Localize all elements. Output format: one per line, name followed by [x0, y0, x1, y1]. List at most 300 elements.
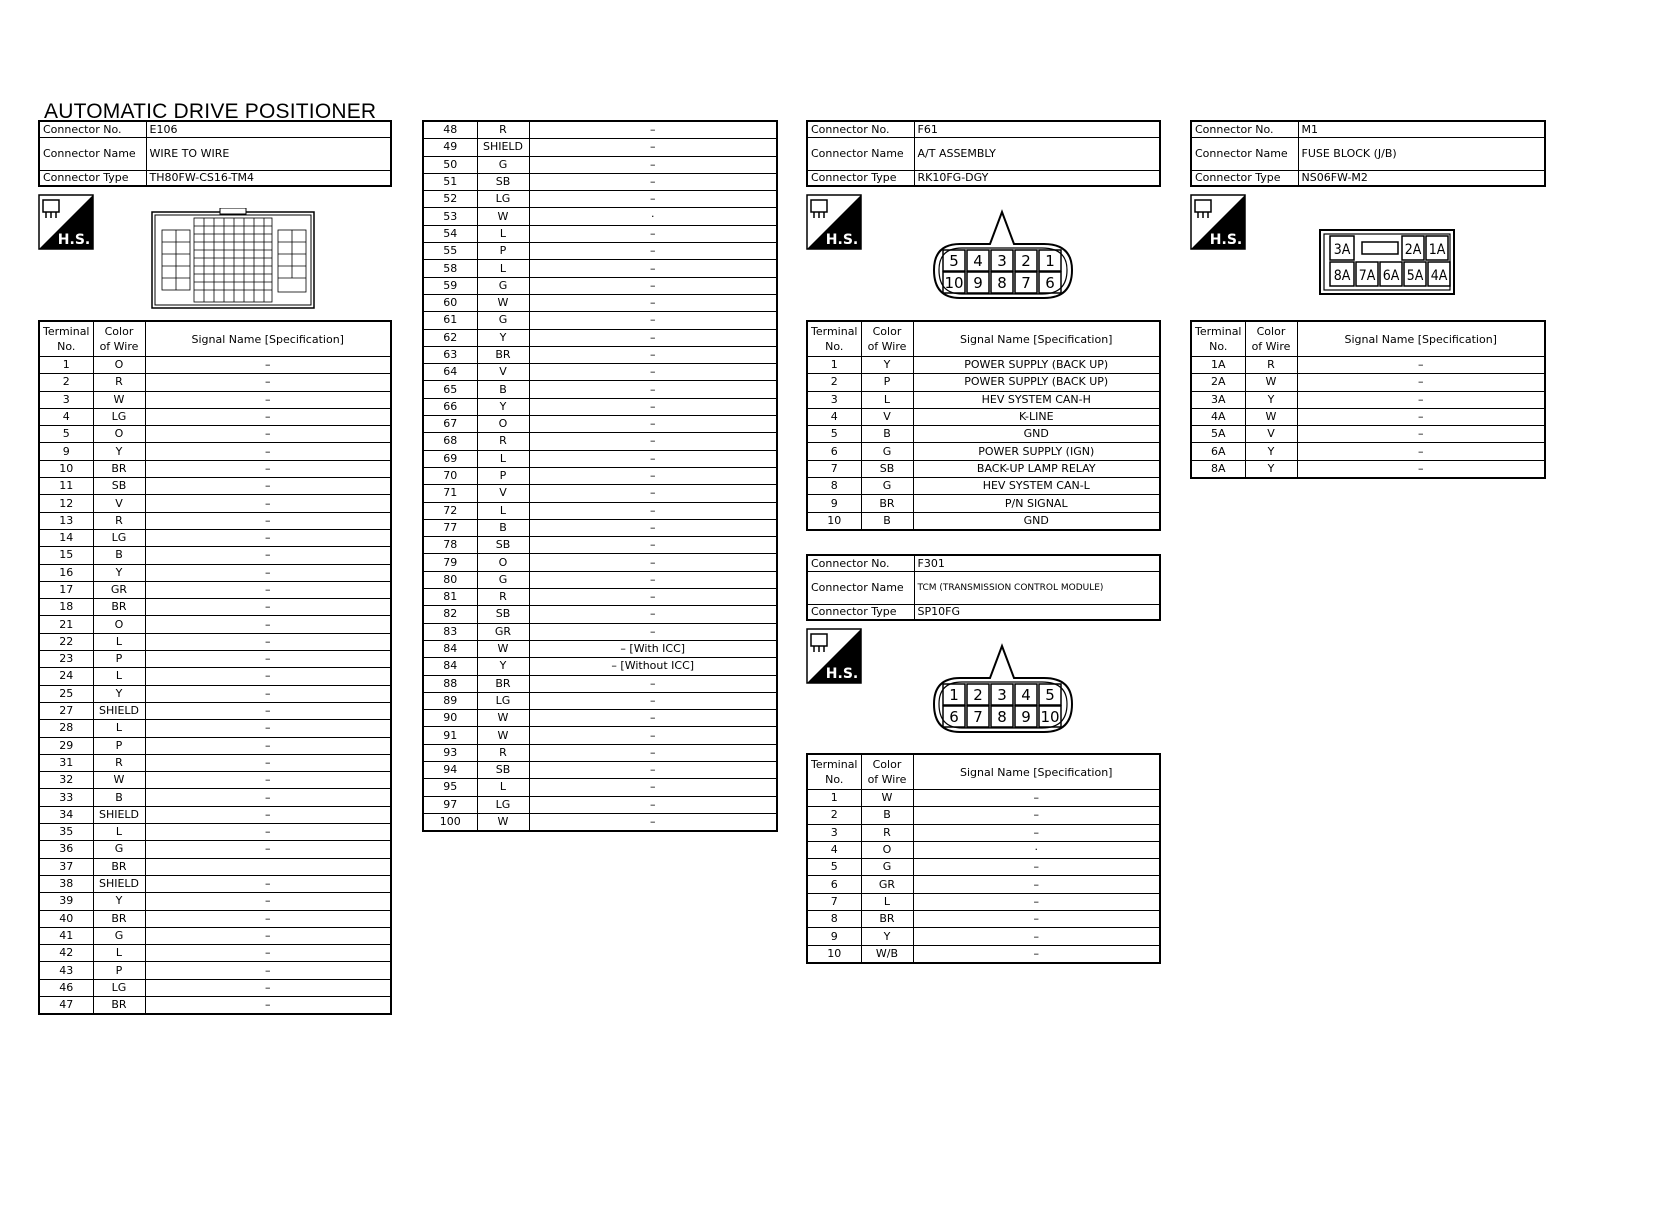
f61-connector-type: RK10FG-DGY	[914, 170, 1160, 186]
wire-color-cell: SHIELD	[93, 806, 145, 823]
svg-text:H.S.: H.S.	[825, 666, 859, 682]
terminal-no-cell: 6A	[1191, 443, 1245, 460]
table-row	[423, 346, 777, 363]
signal-name-cell: –	[145, 910, 391, 927]
signal-name-cell: –	[1297, 391, 1545, 408]
wire-color-cell: Y	[93, 685, 145, 702]
e106-connector-type: TH80FW-CS16-TM4	[146, 170, 391, 186]
wire-color-cell: P	[93, 962, 145, 979]
wire-color-cell: W	[477, 813, 529, 831]
wire-color-cell: Y	[861, 928, 913, 945]
wire-color-cell: V	[861, 408, 913, 425]
signal-name-cell: –	[145, 806, 391, 823]
terminal-no-cell: 1A	[1191, 357, 1245, 374]
signal-name-cell: P/N SIGNAL	[913, 495, 1160, 512]
table-row	[39, 858, 391, 875]
signal-name-cell: –	[145, 927, 391, 944]
terminal-no-cell: 63	[423, 346, 477, 363]
wire-color-cell: O	[477, 554, 529, 571]
wire-color-cell: LG	[93, 979, 145, 996]
signal-name-cell: –	[529, 796, 777, 813]
table-row	[39, 789, 391, 806]
terminal-no-cell: 90	[423, 710, 477, 727]
terminal-no-cell: 39	[39, 893, 93, 910]
wire-color-cell: Y	[1245, 443, 1297, 460]
wire-color-cell: B	[861, 807, 913, 824]
terminal-no-header: Terminal No.	[1191, 321, 1245, 357]
terminal-no-cell: 8A	[1191, 460, 1245, 478]
terminal-no-cell: 79	[423, 554, 477, 571]
terminal-no-cell: 4	[807, 841, 861, 858]
wire-color-cell: G	[93, 927, 145, 944]
signal-name-cell: –	[1297, 443, 1545, 460]
wire-color-cell: W	[93, 391, 145, 408]
terminal-no-cell: 3	[807, 391, 861, 408]
table-row	[39, 599, 391, 616]
label-connector-type: Connector Type	[39, 170, 146, 186]
wire-color-cell: L	[861, 893, 913, 910]
pin-label: 8A	[1333, 268, 1351, 284]
table-row	[39, 979, 391, 996]
f61-connector-face	[930, 208, 1076, 302]
terminal-no-cell: 37	[39, 858, 93, 875]
table-row	[807, 443, 1160, 460]
signal-name-cell: –	[145, 945, 391, 962]
terminal-no-cell: 3A	[1191, 391, 1245, 408]
pin-label: 7	[973, 708, 983, 726]
pin-label: 8	[997, 708, 1007, 726]
signal-name-cell: –	[529, 225, 777, 242]
table-row	[807, 841, 1160, 858]
signal-name-cell: –	[145, 495, 391, 512]
signal-name-cell: –	[913, 807, 1160, 824]
pin-label: 9	[973, 274, 983, 292]
table-row	[39, 460, 391, 477]
terminal-no-cell: 80	[423, 571, 477, 588]
table-row	[1191, 357, 1545, 374]
signal-name-cell: ·	[913, 841, 1160, 858]
signal-name-cell: –	[913, 928, 1160, 945]
table-row	[423, 813, 777, 831]
table-row	[39, 408, 391, 425]
terminal-no-cell: 42	[39, 945, 93, 962]
signal-name-cell: –	[145, 841, 391, 858]
wire-color-cell: O	[861, 841, 913, 858]
table-row	[423, 156, 777, 173]
wire-color-cell: BR	[93, 910, 145, 927]
table-row	[39, 651, 391, 668]
terminal-no-cell: 88	[423, 675, 477, 692]
wire-color-cell: G	[861, 859, 913, 876]
pin-label: 4	[1021, 686, 1031, 704]
table-row	[423, 502, 777, 519]
terminal-no-cell: 91	[423, 727, 477, 744]
signal-name-cell: –	[529, 589, 777, 606]
table-row	[423, 191, 777, 208]
terminal-no-cell: 84	[423, 658, 477, 675]
pin-label: 3A	[1333, 242, 1351, 258]
signal-name-cell: –	[529, 260, 777, 277]
wire-color-cell: R	[477, 589, 529, 606]
wire-color-cell: Y	[93, 564, 145, 581]
wire-color-cell: B	[861, 512, 913, 530]
wire-color-cell: W	[477, 208, 529, 225]
table-row	[423, 312, 777, 329]
table-row	[39, 754, 391, 771]
terminal-no-cell: 50	[423, 156, 477, 173]
signal-name-cell: –	[529, 502, 777, 519]
terminal-no-cell: 9	[39, 443, 93, 460]
table-row	[39, 374, 391, 391]
harness-side-icon	[38, 194, 94, 250]
wire-color-cell: P	[93, 737, 145, 754]
wire-color-cell: SHIELD	[93, 702, 145, 719]
signal-name-cell: –	[529, 623, 777, 640]
table-row	[423, 277, 777, 294]
signal-name-cell: – [Without ICC]	[529, 658, 777, 675]
wire-color-cell: L	[93, 945, 145, 962]
wire-color-cell: SB	[477, 606, 529, 623]
signal-name-cell: –	[913, 893, 1160, 910]
table-row	[39, 512, 391, 529]
table-row	[807, 478, 1160, 495]
wire-color-cell: BR	[861, 911, 913, 928]
signal-name-cell: –	[529, 312, 777, 329]
f301-connector-info	[806, 554, 1161, 621]
signal-name-cell: –	[529, 329, 777, 346]
table-row	[807, 893, 1160, 910]
wire-color-cell: P	[93, 651, 145, 668]
table-row	[807, 859, 1160, 876]
e106-connector-no: E106	[146, 121, 391, 137]
signal-name-cell: –	[529, 519, 777, 536]
table-row	[39, 824, 391, 841]
wire-color-cell: B	[861, 426, 913, 443]
table-row	[39, 443, 391, 460]
signal-name-cell: –	[145, 426, 391, 443]
wire-color-cell: V	[477, 364, 529, 381]
e106-connector-info	[38, 120, 392, 187]
pin-label: 9	[1021, 708, 1031, 726]
signal-name-cell: –	[145, 547, 391, 564]
pin-label: 5A	[1406, 268, 1424, 284]
signal-name-cell: –	[529, 277, 777, 294]
signal-name-cell: –	[529, 761, 777, 778]
wire-color-cell: Y	[477, 658, 529, 675]
wire-color-cell: B	[477, 519, 529, 536]
signal-name-cell: –	[529, 156, 777, 173]
m1-terminal-table	[1190, 320, 1546, 479]
terminal-no-cell: 43	[39, 962, 93, 979]
terminal-no-cell: 62	[423, 329, 477, 346]
terminal-no-cell: 65	[423, 381, 477, 398]
terminal-no-cell: 64	[423, 364, 477, 381]
terminal-no-header: Terminal No.	[39, 321, 93, 357]
table-row	[807, 408, 1160, 425]
f61-connector-name: A/T ASSEMBLY	[914, 137, 1160, 170]
wire-color-cell: G	[477, 312, 529, 329]
table-row	[423, 606, 777, 623]
wire-color-cell: W	[477, 727, 529, 744]
pin-label: 4A	[1430, 268, 1448, 284]
harness-side-icon	[1190, 194, 1246, 250]
signal-header: Signal Name [Specification]	[913, 754, 1160, 790]
color-header: Color of Wire	[1245, 321, 1297, 357]
table-row	[1191, 391, 1545, 408]
terminal-no-cell: 5	[807, 426, 861, 443]
pin-label: 6	[1045, 274, 1055, 292]
signal-name-cell: –	[145, 685, 391, 702]
table-row	[423, 623, 777, 640]
signal-name-cell: –	[145, 512, 391, 529]
terminal-no-cell: 31	[39, 754, 93, 771]
signal-name-cell: –	[529, 727, 777, 744]
f301-connector-no: F301	[914, 555, 1160, 571]
terminal-no-cell: 46	[39, 979, 93, 996]
table-row	[423, 658, 777, 675]
wire-color-cell: V	[477, 485, 529, 502]
terminal-no-cell: 89	[423, 692, 477, 709]
wire-color-cell: O	[93, 616, 145, 633]
wire-color-cell: Y	[477, 398, 529, 415]
wire-color-cell: SB	[477, 173, 529, 190]
signal-header: Signal Name [Specification]	[1297, 321, 1545, 357]
terminal-no-cell: 40	[39, 910, 93, 927]
harness-side-icon	[806, 628, 862, 684]
signal-name-cell: HEV SYSTEM CAN-H	[913, 391, 1160, 408]
table-row	[807, 374, 1160, 391]
signal-name-cell: –	[145, 772, 391, 789]
table-row	[423, 640, 777, 657]
signal-name-cell: –	[1297, 408, 1545, 425]
terminal-no-cell: 77	[423, 519, 477, 536]
signal-name-cell: –	[1297, 357, 1545, 374]
terminal-no-cell: 67	[423, 416, 477, 433]
table-row	[39, 478, 391, 495]
table-row	[39, 547, 391, 564]
terminal-no-cell: 55	[423, 243, 477, 260]
wire-color-cell: W	[477, 710, 529, 727]
terminal-no-cell: 97	[423, 796, 477, 813]
signal-name-cell: –	[145, 599, 391, 616]
terminal-no-cell: 25	[39, 685, 93, 702]
wire-color-cell: L	[93, 668, 145, 685]
table-row	[39, 893, 391, 910]
table-row	[423, 329, 777, 346]
terminal-no-cell: 12	[39, 495, 93, 512]
terminal-no-cell: 18	[39, 599, 93, 616]
table-row	[39, 772, 391, 789]
terminal-no-cell: 14	[39, 529, 93, 546]
signal-name-cell: –	[913, 824, 1160, 841]
table-row	[1191, 408, 1545, 425]
signal-name-cell: –	[145, 616, 391, 633]
signal-name-cell: –	[145, 668, 391, 685]
wire-color-cell: G	[477, 156, 529, 173]
terminal-no-cell: 10	[807, 945, 861, 963]
wire-color-cell: L	[93, 633, 145, 650]
wire-color-cell: BR	[93, 858, 145, 875]
terminal-no-cell: 32	[39, 772, 93, 789]
table-row	[39, 702, 391, 719]
table-row	[423, 173, 777, 190]
signal-name-cell: –	[145, 443, 391, 460]
signal-name-cell: –	[529, 381, 777, 398]
terminal-no-cell: 11	[39, 478, 93, 495]
wire-color-cell: Y	[861, 357, 913, 374]
wire-color-cell: BR	[477, 675, 529, 692]
terminal-no-cell: 9	[807, 928, 861, 945]
pin-label: 3	[997, 686, 1007, 704]
signal-name-cell: –	[529, 346, 777, 363]
e106-terminal-table-continued	[422, 120, 778, 832]
table-row	[39, 633, 391, 650]
signal-name-cell: POWER SUPPLY (BACK UP)	[913, 357, 1160, 374]
wire-color-cell: Y	[1245, 460, 1297, 478]
e106-connector-face	[150, 208, 316, 312]
signal-name-cell: –	[529, 571, 777, 588]
table-row	[1191, 426, 1545, 443]
table-row	[423, 121, 777, 139]
terminal-no-cell: 27	[39, 702, 93, 719]
f301-terminal-table	[806, 753, 1161, 964]
signal-name-cell: –	[145, 737, 391, 754]
signal-name-cell: –	[145, 702, 391, 719]
wire-color-cell: BR	[861, 495, 913, 512]
label-connector-name: Connector Name	[1191, 137, 1298, 170]
terminal-no-cell: 47	[39, 996, 93, 1014]
table-row	[423, 294, 777, 311]
signal-name-cell: –	[529, 139, 777, 156]
wire-color-cell: R	[477, 433, 529, 450]
wire-color-cell: L	[477, 260, 529, 277]
color-header: Color of Wire	[861, 754, 913, 790]
wire-color-cell: R	[93, 512, 145, 529]
pin-label: 4	[973, 252, 983, 270]
table-row	[423, 727, 777, 744]
m1-connector-info	[1190, 120, 1546, 187]
signal-name-cell: ·	[529, 208, 777, 225]
table-row	[423, 260, 777, 277]
table-row	[807, 426, 1160, 443]
wire-color-cell: R	[477, 121, 529, 139]
terminal-no-cell: 83	[423, 623, 477, 640]
table-row	[807, 876, 1160, 893]
terminal-no-cell: 100	[423, 813, 477, 831]
pin-label: 8	[997, 274, 1007, 292]
wire-color-cell: BR	[93, 460, 145, 477]
table-row	[39, 910, 391, 927]
f61-connector-info	[806, 120, 1161, 187]
wire-color-cell: Y	[93, 893, 145, 910]
signal-name-cell: –	[145, 374, 391, 391]
signal-name-cell: K-LINE	[913, 408, 1160, 425]
signal-name-cell: –	[529, 485, 777, 502]
wire-color-cell: L	[477, 450, 529, 467]
wire-color-cell: G	[861, 443, 913, 460]
signal-name-cell: – [With ICC]	[529, 640, 777, 657]
wire-color-cell: R	[1245, 357, 1297, 374]
terminal-no-cell: 84	[423, 640, 477, 657]
pin-label: 1	[1045, 252, 1055, 270]
signal-name-cell: –	[529, 744, 777, 761]
terminal-no-cell: 5	[39, 426, 93, 443]
signal-name-cell: GND	[913, 512, 1160, 530]
f301-connector-face	[930, 642, 1076, 736]
wire-color-cell: V	[1245, 426, 1297, 443]
wire-color-cell: GR	[93, 581, 145, 598]
signal-name-cell: –	[145, 564, 391, 581]
wire-color-cell: BR	[93, 996, 145, 1014]
terminal-no-cell: 93	[423, 744, 477, 761]
terminal-no-cell: 58	[423, 260, 477, 277]
table-row	[39, 685, 391, 702]
terminal-no-cell: 34	[39, 806, 93, 823]
wire-color-cell: P	[477, 467, 529, 484]
terminal-no-cell: 94	[423, 761, 477, 778]
wire-color-cell: W	[1245, 374, 1297, 391]
signal-name-cell: –	[145, 651, 391, 668]
signal-name-cell: –	[529, 173, 777, 190]
signal-name-cell: –	[145, 893, 391, 910]
terminal-no-cell: 59	[423, 277, 477, 294]
signal-name-cell: –	[145, 408, 391, 425]
table-row	[39, 737, 391, 754]
pin-label: 3	[997, 252, 1007, 270]
signal-name-cell: –	[145, 962, 391, 979]
wire-color-cell: G	[477, 277, 529, 294]
terminal-no-cell: 5	[807, 859, 861, 876]
f61-connector-no: F61	[914, 121, 1160, 137]
table-row	[39, 996, 391, 1014]
label-connector-name: Connector Name	[807, 571, 914, 604]
terminal-no-cell: 8	[807, 478, 861, 495]
signal-name-cell: –	[529, 433, 777, 450]
terminal-no-cell: 16	[39, 564, 93, 581]
terminal-no-cell: 54	[423, 225, 477, 242]
table-row	[39, 806, 391, 823]
terminal-no-cell: 36	[39, 841, 93, 858]
terminal-no-cell: 22	[39, 633, 93, 650]
f301-connector-name: TCM (TRANSMISSION CONTROL MODULE)	[914, 571, 1160, 604]
table-row	[39, 564, 391, 581]
wire-color-cell: L	[93, 720, 145, 737]
pin-label: 10	[1040, 708, 1060, 726]
terminal-no-cell: 68	[423, 433, 477, 450]
pin-label: 1A	[1428, 242, 1446, 258]
terminal-no-cell: 2	[39, 374, 93, 391]
signal-name-cell: –	[145, 996, 391, 1014]
table-row	[807, 512, 1160, 530]
signal-name-cell: –	[145, 789, 391, 806]
table-row	[39, 720, 391, 737]
terminal-no-cell: 53	[423, 208, 477, 225]
label-connector-name: Connector Name	[39, 137, 146, 170]
terminal-no-cell: 81	[423, 589, 477, 606]
terminal-no-cell: 2	[807, 807, 861, 824]
table-row	[423, 692, 777, 709]
table-row	[423, 139, 777, 156]
terminal-no-cell: 23	[39, 651, 93, 668]
wire-color-cell: GR	[477, 623, 529, 640]
wire-color-cell: O	[93, 426, 145, 443]
f61-terminal-table	[806, 320, 1161, 531]
terminal-no-cell: 2	[807, 374, 861, 391]
svg-text:H.S.: H.S.	[825, 232, 859, 248]
table-row	[423, 467, 777, 484]
table-row	[39, 962, 391, 979]
table-row	[807, 357, 1160, 374]
